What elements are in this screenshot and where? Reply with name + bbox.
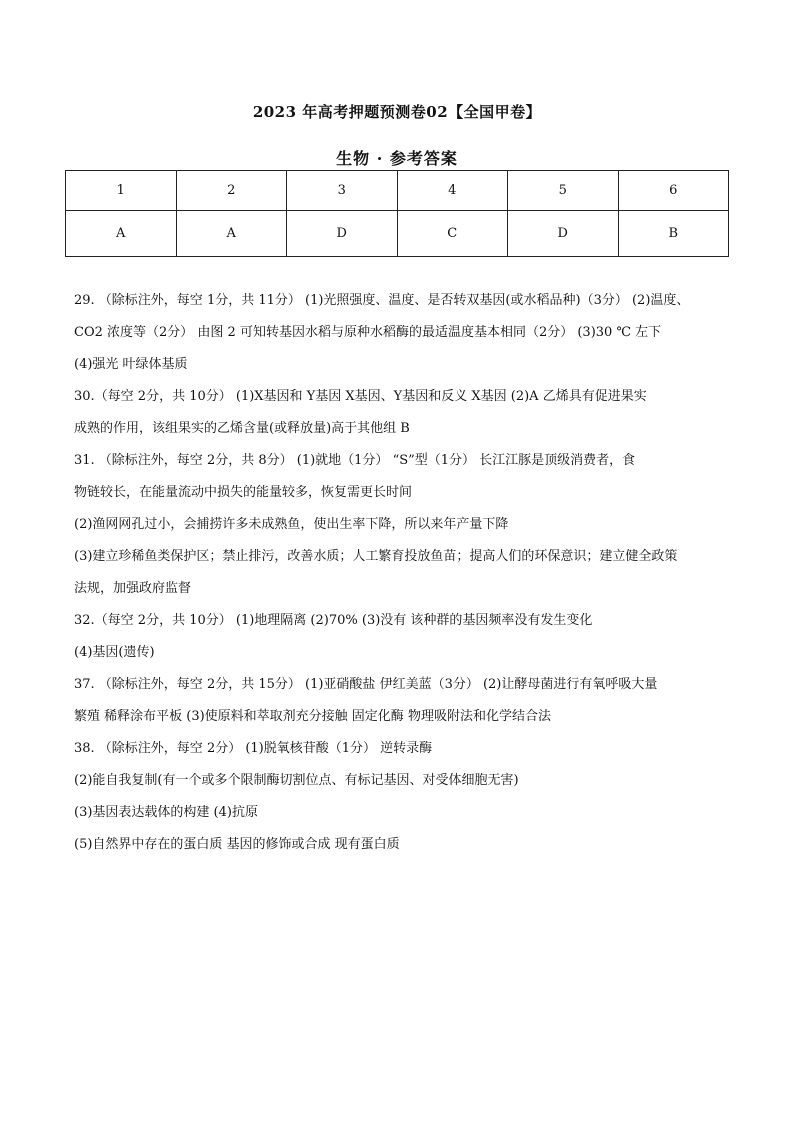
text-line: 30.（每空 2分，共 10分） (1)X基因和 Y基因 X基因、Y基因和反义 X基因 (2)A 乙烯具有促进果实 [74, 389, 647, 404]
text-line: (2)能自我复制(有一个或多个限制酶切割位点、有标记基因、对受体细胞无害) [74, 773, 519, 788]
text-line: 物链较长，在能量流动中损失的能量较多，恢复需更长时间 [74, 485, 413, 500]
answer-cell: B [618, 211, 729, 257]
text-line: 37. （除标注外，每空 2分，共 15分） (1)亚硝酸盐 伊红美蓝（3分） (2)让酵母菌进行有氧呼吸大量 [74, 677, 658, 692]
text-line: (4)基因(遗传) [74, 645, 155, 660]
answer-table-answer-row [66, 211, 729, 257]
text-line: 法规，加强政府监督 [74, 581, 192, 596]
text-line: 成熟的作用，该组果实的乙烯含量(或释放量)高于其他组 B [74, 421, 410, 436]
text-line: (3)建立珍稀鱼类保护区；禁止排污，改善水质；人工繁育投放鱼苗；提高人们的环保意识；建立健全政策 [74, 549, 678, 564]
text-line: (2)渔网网孔过小，会捕捞许多未成熟鱼，使出生率下降，所以来年产量下降 [74, 517, 509, 532]
answer-cell: A [176, 211, 287, 257]
answer-cell: A [66, 211, 177, 257]
text-line: (5)自然界中存在的蛋白质 基因的修饰或合成 现有蛋白质 [74, 837, 400, 852]
text-line: 29. （除标注外，每空 1分，共 11分） (1)光照强度、温度、是否转双基因(或水稻品种)（3分） (2)温度、 [74, 293, 690, 308]
text-line: (3)基因表达载体的构建 (4)抗原 [74, 805, 258, 820]
text-line: CO2 浓度等（2分） 由图 2 可知转基因水稻与原种水稻酶的最适温度基本相同（2分） (3)30 ℃ 左下 [74, 325, 662, 340]
question-number-cell: 1 [66, 171, 177, 211]
text-line: 38. （除标注外，每空 2分） (1)脱氧核苷酸（1分） 逆转录酶 [74, 741, 433, 756]
question-number-cell: 4 [397, 171, 508, 211]
answer-cell: D [287, 211, 398, 257]
answer-cell: C [397, 211, 508, 257]
answer-table [65, 170, 729, 257]
page-subtitle: 生物 · 参考答案 [336, 149, 458, 168]
page-title: 2023 年高考押题预测卷02【全国甲卷】 [252, 103, 542, 121]
text-line: (4)强光 叶绿体基质 [74, 357, 188, 372]
question-number-cell: 3 [287, 171, 398, 211]
question-number-cell: 6 [618, 171, 729, 211]
text-line: 繁殖 稀释涂布平板 (3)使原料和萃取剂充分接触 固定化酶 物理吸附法和化学结合法 [74, 709, 551, 724]
question-number-cell: 2 [176, 171, 287, 211]
text-line: 32.（每空 2分，共 10分） (1)地理隔离 (2)70% (3)没有 该种群的基因频率没有发生变化 [74, 613, 593, 628]
answer-cell: D [508, 211, 619, 257]
answer-explanations [74, 291, 734, 867]
question-number-cell: 5 [508, 171, 619, 211]
text-line: 31. （除标注外，每空 2分，共 8分） (1)就地（1分） “S”型（1分） 长江江豚是顶级消费者，食 [74, 453, 636, 468]
answer-table-header-row [66, 171, 729, 211]
